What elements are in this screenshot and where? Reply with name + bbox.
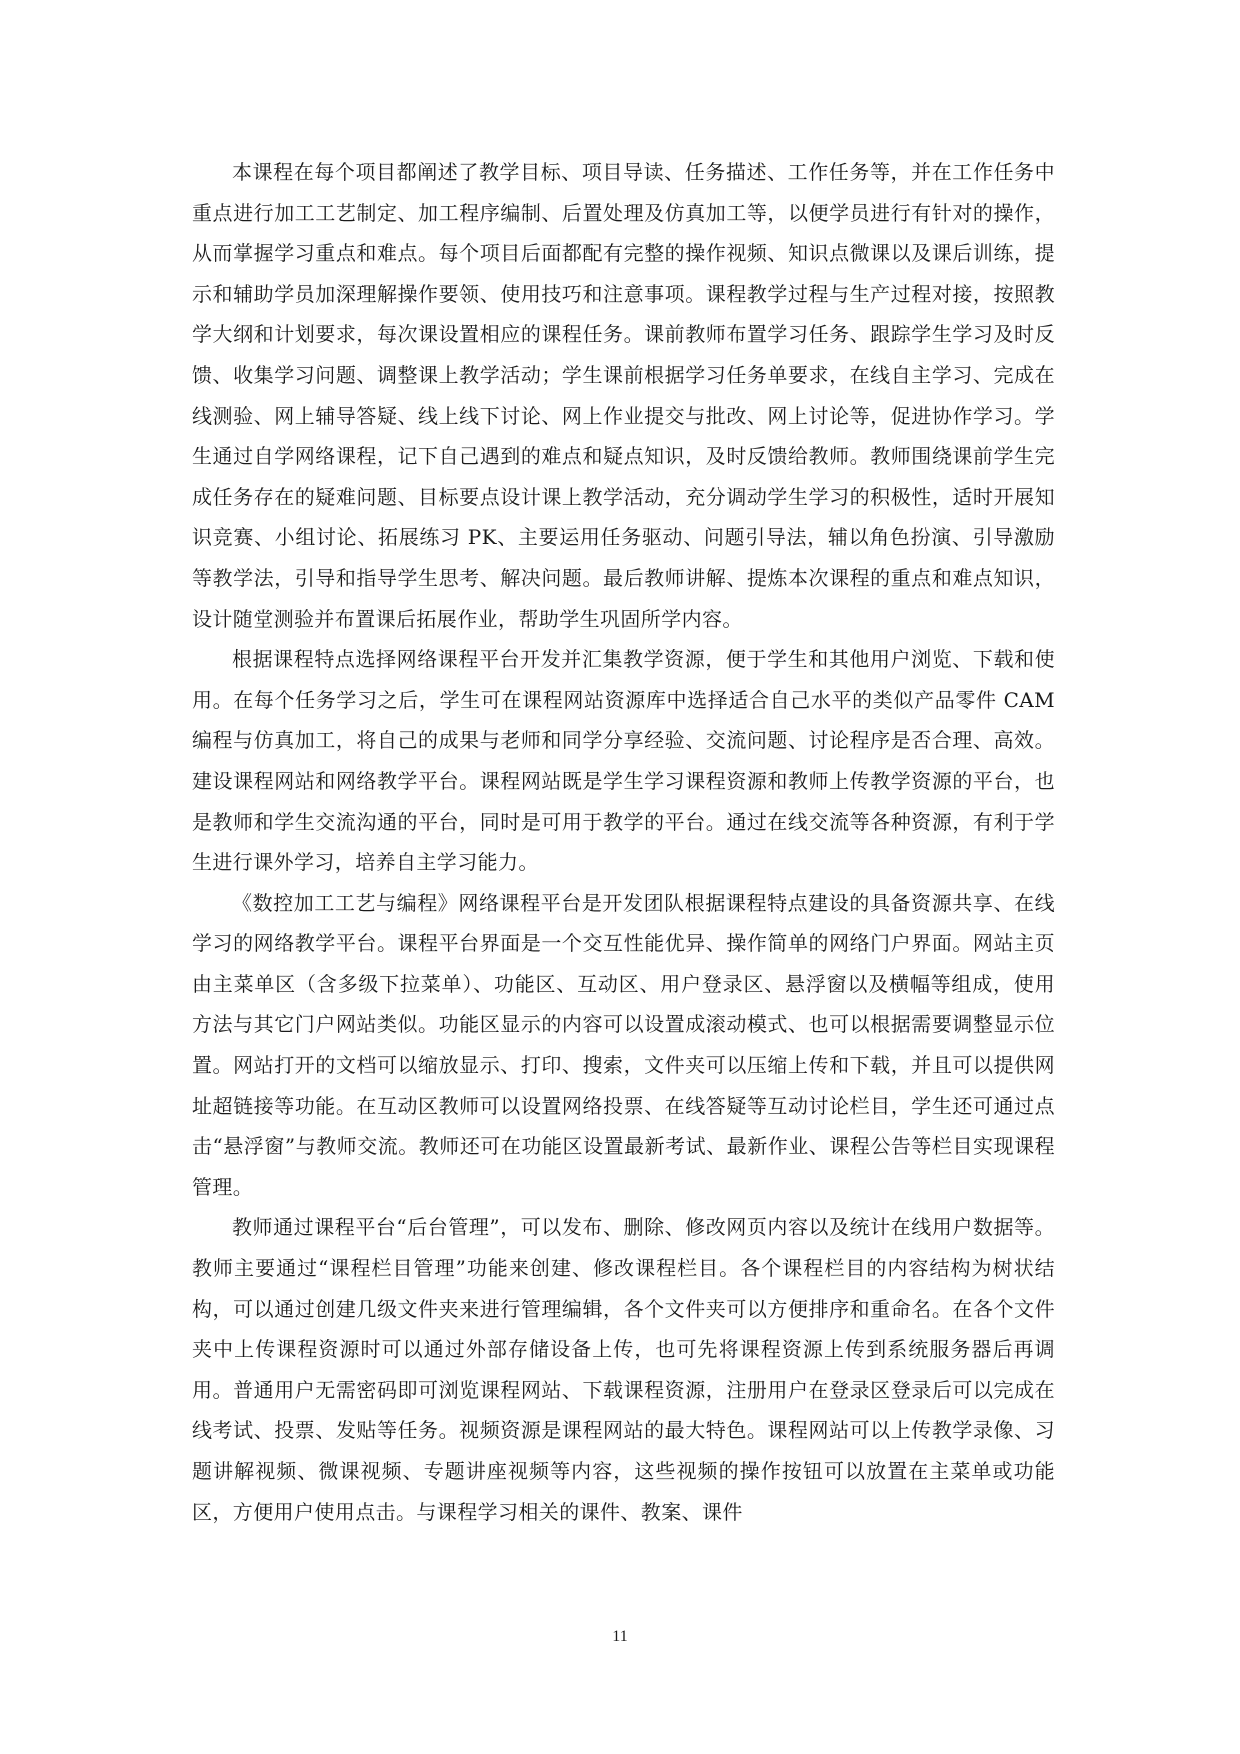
paragraph-2: 根据课程特点选择网络课程平台开发并汇集教学资源，便于学生和其他用户浏览、下载和使用。在每个任务学习之后，学生可在课程网站资源库中选择适合自己水平的类似产品零件 CAM 编程与仿真加工，将自己的成果与老师和同学分享经验、交流问题、讨论程序是否合理、高效。建设课程网站和网络教学平台。课程网站既是学生学习课程资源和教师上传教学资源的平台，也是教师和学生交流沟通的平台，同时是可用于教学的平台。通过在线交流等各种资源，有利于学生进行课外学习，培养自主学习能力。 bbox=[192, 647, 1055, 875]
paragraph-1: 本课程在每个项目都阐述了教学目标、项目导读、任务描述、工作任务等，并在工作任务中重点进行加工工艺制定、加工程序编制、后置处理及仿真加工等，以便学员进行有针对的操作，从而掌握学习重点和难点。每个项目后面都配有完整的操作视频、知识点微课以及课后训练，提示和辅助学员加深理解操作要领、使用技巧和注意事项。课程教学过程与生产过程对接，按照教学大纲和计划要求，每次课设置相应的课程任务。课前教师布置学习任务、跟踪学生学习及时反馈、收集学习问题、调整课上教学活动；学生课前根据学习任务单要求，在线自主学习、完成在线测验、网上辅导答疑、线上线下讨论、网上作业提交与批改、网上讨论等，促进协作学习。学生通过自学网络课程，记下自己遇到的难点和疑点知识，及时反馈给教师。教师围绕课前学生完成任务存在的疑难问题、目标要点设计课上教学活动，充分调动学生学习的积极性，适时开展知识竞赛、小组讨论、拓展练习 PK、主要运用任务驱动、问题引导法，辅以角色扮演、引导激励等教学法，引导和指导学生思考、解决问题。最后教师讲解、提炼本次课程的重点和难点知识，设计随堂测验并布置课后拓展作业，帮助学生巩固所学内容。 bbox=[192, 160, 1055, 631]
paragraph-4: 教师通过课程平台“后台管理”，可以发布、删除、修改网页内容以及统计在线用户数据等。教师主要通过“课程栏目管理”功能来创建、修改课程栏目。各个课程栏目的内容结构为树状结构，可以通过创建几级文件夹来进行管理编辑，各个文件夹可以方便排序和重命名。在各个文件夹中上传课程资源时可以通过外部存储设备上传，也可先将课程资源上传到系统服务器后再调用。普通用户无需密码即可浏览课程网站、下载课程资源，注册用户在登录区登录后可以完成在线考试、投票、发贴等任务。视频资源是课程网站的最大特色。课程网站可以上传教学录像、习题讲解视频、微课视频、专题讲座视频等内容，这些视频的操作按钮可以放置在主菜单或功能区，方便用户使用点击。与课程学习相关的课件、教案、课件 bbox=[192, 1215, 1055, 1524]
body-text bbox=[192, 152, 1055, 1532]
page-number: 11 bbox=[612, 1628, 628, 1645]
paragraph-3: 《数控加工工艺与编程》网络课程平台是开发团队根据课程特点建设的具备资源共享、在线学习的网络教学平台。课程平台界面是一个交互性能优异、操作简单的网络门户界面。网站主页由主菜单区（含多级下拉菜单）、功能区、互动区、用户登录区、悬浮窗以及横幅等组成，使用方法与其它门户网站类似。功能区显示的内容可以设置成滚动模式、也可以根据需要调整显示位置。网站打开的文档可以缩放显示、打印、搜索，文件夹可以压缩上传和下载，并且可以提供网址超链接等功能。在互动区教师可以设置网络投票、在线答疑等互动讨论栏目，学生还可通过点击“悬浮窗”与教师交流。教师还可在功能区设置最新考试、最新作业、课程公告等栏目实现课程管理。 bbox=[192, 890, 1055, 1199]
